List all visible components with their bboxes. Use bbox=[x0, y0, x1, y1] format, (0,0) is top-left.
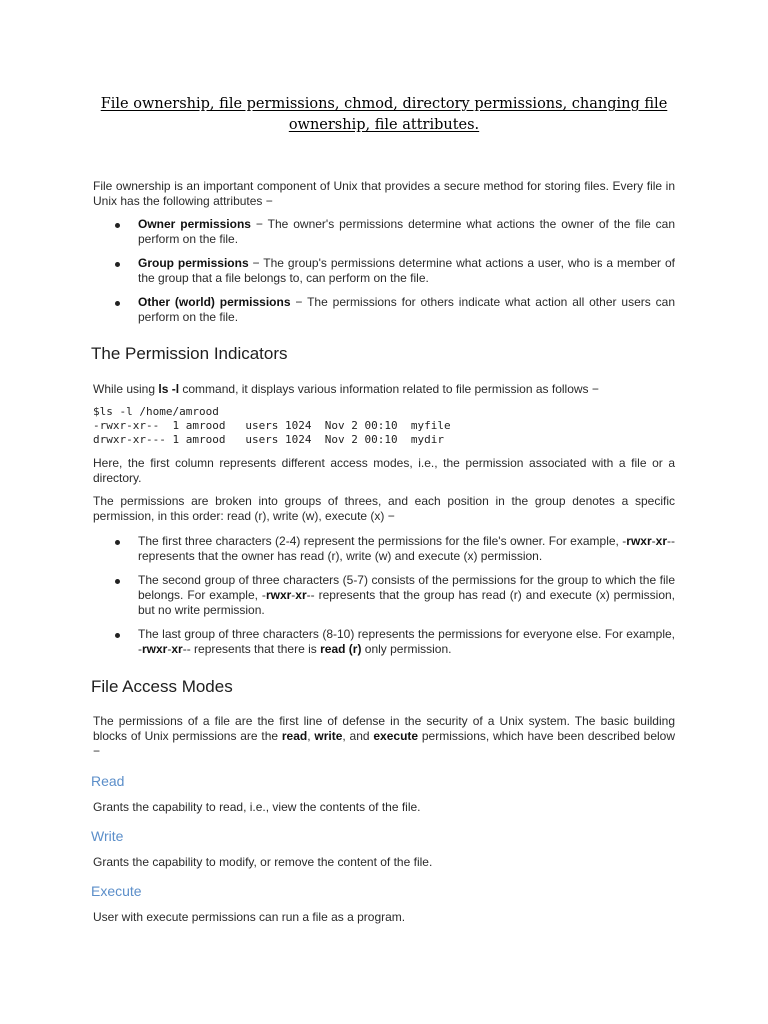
text: - bbox=[167, 642, 172, 656]
bold: xr bbox=[655, 534, 667, 548]
text: While using bbox=[93, 382, 159, 396]
text: -- represents that the owner has read (r), write (w) and execute (x) permission. bbox=[138, 534, 675, 563]
bullet-icon bbox=[115, 262, 120, 267]
page-title: File ownership, file permissions, chmod, directory permissions, changing file ownership, file attributes. bbox=[100, 96, 668, 133]
write-description: Grants the capability to modify, or remove the content of the file. bbox=[93, 855, 433, 869]
bold: execute bbox=[373, 729, 419, 743]
list-item bbox=[93, 256, 675, 286]
execute-description: User with execute permissions can run a file as a program. bbox=[93, 910, 406, 924]
text: The last group of three characters (8-10) represents the permissions for everyone else. For example, - bbox=[138, 627, 675, 656]
text: only permission. bbox=[361, 642, 452, 656]
text: , and bbox=[342, 729, 374, 743]
text: The permissions of a file are the first line of defense in the security of a Unix system. The basic building blocks of Unix permissions are the bbox=[93, 714, 675, 743]
subheading-read: Read bbox=[91, 773, 125, 789]
bold: rwxr bbox=[142, 642, 168, 656]
bold: xr bbox=[171, 642, 183, 656]
text: command, it displays various information related to file permission as follows − bbox=[179, 382, 599, 396]
text: The first three characters (2-4) represent the permissions for the file's owner. For example, - bbox=[138, 534, 627, 548]
code-line: -rwxr-xr-- 1 amrood users 1024 Nov 2 00:10 myfile bbox=[93, 419, 451, 432]
groups-list bbox=[93, 534, 675, 657]
intro-paragraph: File ownership is an important component of Unix that provides a secure method for storing files. Every file in Unix has the following attributes − bbox=[93, 179, 675, 208]
section-heading-indicators: The Permission Indicators bbox=[91, 344, 288, 363]
list-item bbox=[93, 573, 675, 618]
desc: − The group's permissions determine what actions a user, who is a member of the group that a file belongs to, can perform on the file. bbox=[138, 256, 675, 285]
text: permissions, which have been described below − bbox=[93, 729, 676, 758]
text: -- represents that there is bbox=[182, 642, 321, 656]
term: Group permissions bbox=[138, 256, 249, 270]
code-block bbox=[93, 405, 675, 447]
list-item bbox=[93, 217, 675, 247]
bold: xr bbox=[295, 588, 307, 602]
text: , bbox=[307, 729, 315, 743]
bold: read (r) bbox=[320, 642, 362, 656]
list-item bbox=[93, 627, 675, 657]
list-item bbox=[93, 295, 675, 325]
command: ls -l bbox=[158, 382, 180, 396]
subheading-execute: Execute bbox=[91, 883, 142, 899]
text: The second group of three characters (5-7) consists of the permissions for the group to which the file belongs. For example, - bbox=[138, 573, 675, 602]
bold: rwxr bbox=[626, 534, 652, 548]
code-line: drwxr-xr--- 1 amrood users 1024 Nov 2 00:10 mydir bbox=[93, 433, 444, 446]
bullet-icon bbox=[115, 579, 120, 584]
bullet-icon bbox=[115, 540, 120, 545]
bold: write bbox=[314, 729, 343, 743]
groups-paragraph: The permissions are broken into groups of threes, and each position in the group denotes a specific permission, in this order: read (r), write (w), execute (x) − bbox=[93, 494, 675, 523]
attributes-list bbox=[93, 217, 675, 325]
section-heading-modes: File Access Modes bbox=[91, 677, 233, 696]
term: Owner permissions bbox=[138, 217, 251, 231]
text: - bbox=[291, 588, 296, 602]
subheading-write: Write bbox=[91, 828, 124, 844]
bold: read bbox=[281, 729, 308, 743]
ls-lead-paragraph bbox=[93, 382, 675, 397]
bold: rwxr bbox=[265, 588, 292, 602]
text: -- represents that the group has read (r) and execute (x) permission, but no write permission. bbox=[138, 588, 676, 617]
desc: − The permissions for others indicate what action all other users can perform on the file. bbox=[138, 295, 675, 324]
code-line: $ls -l /home/amrood bbox=[93, 405, 219, 418]
columns-paragraph: Here, the first column represents different access modes, i.e., the permission associated with a file or a directory. bbox=[93, 456, 675, 485]
bullet-icon bbox=[115, 633, 120, 638]
term: Other (world) permissions bbox=[138, 295, 291, 309]
list-item bbox=[93, 534, 675, 564]
modes-paragraph bbox=[93, 714, 675, 759]
text: - bbox=[651, 534, 656, 548]
bullet-icon bbox=[115, 301, 120, 306]
bullet-icon bbox=[115, 223, 120, 228]
read-description: Grants the capability to read, i.e., view the contents of the file. bbox=[93, 800, 421, 814]
desc: − The owner's permissions determine what actions the owner of the file can perform on the file. bbox=[138, 217, 675, 246]
